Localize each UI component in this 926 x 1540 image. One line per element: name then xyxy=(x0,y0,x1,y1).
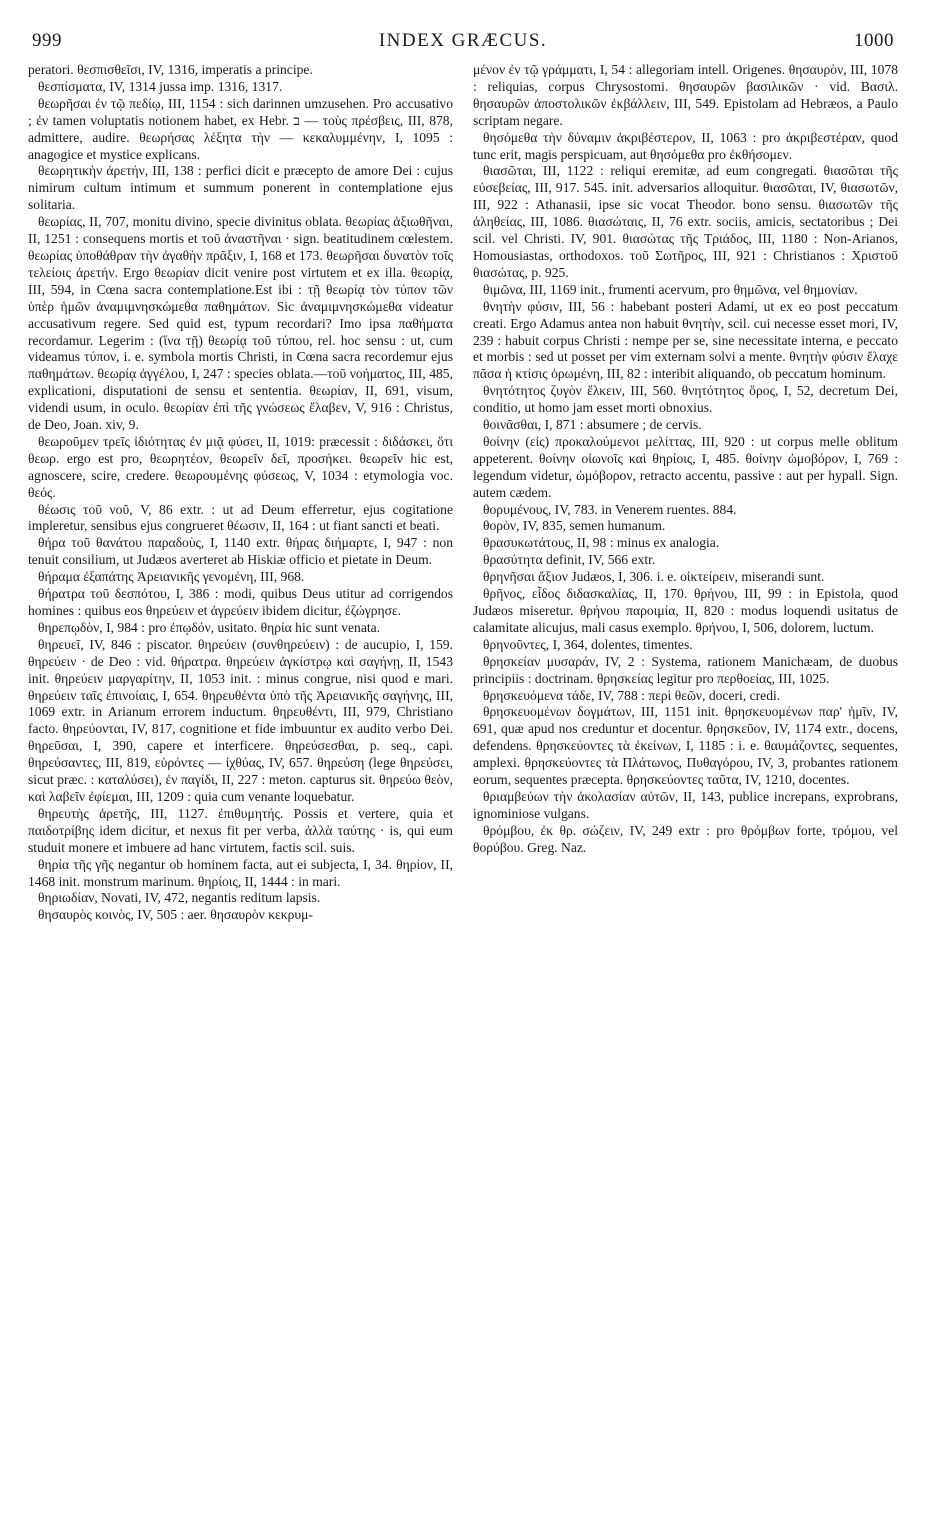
index-entry: θιασῶται, III, 1122 : reliqui eremitæ, ad eum congregati. θιασῶται τῆς εὐσεβείας, III, 917. 545. init. adversarios alloquitur. θιασῶται, IV, θιασωτῶν, III, 922 : Athanasii, ipse sic vocat Theodor. bono sensu. θιασωτῶν τῆς ἀληθείας, III, 1086. θιασώταις, II, 76 extr. sociis, amicis, sectatoribus ; Dei scil. vel Christi. IV, 901. θιασώτας τῆς Τριάδος, III, 1180 : Non-Arianos, Homousiastas, orthodoxos. τοῦ Σωτῆρος, III, 921 : Christianos : Χριστοῦ θιασώτας, p. 925. xyxy=(473,163,898,280)
index-entry: θησόμεθα τὴν δύναμιν ἀκριβέστερον, II, 1063 : pro ἀκριβεστέραν, quod tunc erit, magis perspicuam, aut θησόμεθα pro ἐκθήσομεν. xyxy=(473,129,898,162)
index-entry: θιμῶνα, III, 1169 init., frumenti acervum, pro θημῶνα, vel θημονίαν. xyxy=(483,281,858,297)
running-header xyxy=(28,30,898,58)
index-entry: θεωρίας, II, 707, monitu divino, specie divinitus oblata. θεωρίας ἀξιωθῆναι, II, 1251 : consequens mortis et τοῦ ἀναστῆναι · sign. beatitudinem cœlestem. θεωρίας ὑποθάθραν τὴν ἀγαθὴν πρᾶξιν, I, 168 et 173. θεωρῆσαι δυνατὸν τοῖς τελείοις ἀρετήν. Ergo θεωρίαν dicit venire post virtutem et ex illa. θεωρίᾳ, III, 594, in Cœna sacra contemplatione.Est ibi : τῇ θεωρίᾳ τὸν τύπον τῶν ὑπὲρ ἡμῶν ἀναμιμνησκώμεθα παθημάτων. Sic ἀναμιμνησκώμεθα videatur accusativum regere. Sed quid est, typum recordari? Imo ipsa παθήματα recordamur. Legerim : (ἵνα τῇ) θεωρίᾳ τοῦ τύπου, rel. hoc sensu : ut, cum videamus τύπον, i. e. symbola mortis Christi, in Cœna sacra recordemur ejus παθημάτων. θεωρίᾳ ἀγγέλου, I, 247 : species oblata.—τοῦ νοήματος, III, 485, explicationi, disputationi de sensu et sententia. θεωρίαν, II, 691, visum, videndi usum, in oculo. θεωρίαν ἐπὶ τῆς γνώσεως ἔλαβεν, V, 916 : Christus, de Deo, Joan. xiv, 9. xyxy=(28,214,453,433)
index-entry: θριαμβεύων τὴν ἀκολασίαν αὐτῶν, II, 143, publice increpans, exprobrans, ignominiose vulgans. xyxy=(473,788,898,821)
index-entry: θρηνοῦντες, I, 364, dolentes, timentes. xyxy=(483,636,693,652)
index-entry: θήρα τοῦ θανάτου παραδοὺς, I, 1140 extr. θήρας διήμαρτε, I, 947 : non tenuit consilium, ut Judæos averteret ab Hiskiæ officio et pietate in Deum. xyxy=(28,535,453,568)
index-entry: θορυμένους, IV, 783. in Venerem ruentes. 884. xyxy=(483,501,737,517)
index-entry: θρασύτητα definit, IV, 566 extr. xyxy=(483,552,656,568)
index-entry: θεωρῆσαι ἐν τῷ πεδίῳ, III, 1154 : sich darinnen umzusehen. Pro accusativo ; ἐν tamen voluptatis notionem habet, ex Hebr. ב — τοὺς πρέσβεις, III, 878, admittere, audire. θεωρήσας λέξητα τὴν — κεκαλυμμένην, I, 1095 : anagogice et mystice explicans. xyxy=(28,95,453,162)
index-entry: θέωσις τοῦ νοῦ, V, 86 extr. : ut ad Deum efferretur, ejus cogitatione impleretur, sensibus ejus congrueret θέωσιν, II, 164 : ut fiant sancti et beati. xyxy=(28,501,453,534)
index-entry: θρασυκωτάτους, II, 98 : minus ex analogia. xyxy=(483,535,720,551)
two-column-body xyxy=(28,62,898,924)
index-entry: θήραμα ἐξαπάτης Ἀρειανικῆς γενομένη, III, 968. xyxy=(38,569,305,585)
index-entry: θρησκευόμενα τάδε, IV, 788 : περὶ θεῶν, doceri, credi. xyxy=(483,687,781,703)
index-entry: θησαυρὸς κοινὸς, IV, 505 : aer. θησαυρὸν κεκρυμ- xyxy=(38,907,313,923)
right-column xyxy=(473,62,898,924)
index-entry: θήρατρα τοῦ δεσπότου, I, 386 : modi, quibus Deus utitur ad corrigendos homines : quibus eos θηρεύειν et ἀγρεύειν ibidem dicitur, ἐζώγρησε. xyxy=(28,586,453,618)
index-entry: θρησκευομένων δογμάτων, III, 1151 init. θρησκευομένων παρ' ἡμῖν, IV, 691, quæ apud nos creduntur et docentur. θρησκεῦον, IV, 1174 extr., docens, defendens. θρησκεύοντες τὰ ἐκείνων, I, 1185 : i. e. θαυμάζοντες, sequentes, amplexi. θρησκεύοντες τὰ Πλάτωνος, Πυθαγόρου, IV, 3, probantes rationem eorum, sequentes præcepta. θρησκεύοντες ταῦτα, IV, 1210, docentes. xyxy=(473,704,898,788)
index-entry: θηρία τῆς γῆς negantur ob hominem facta, aut ei subjecta, I, 34. θηρίον, II, 1468 init. monstrum marinum. θηρίοις, II, 1444 : in mari. xyxy=(28,856,453,889)
index-entry: θοίνην (εἰς) προκαλούμενοι μελίττας, III, 920 : ut corpus melle oblitum appeterent. θοίνην οἰωνοῖς καὶ θηρίοις, I, 485. θοίνην ὠμοβόρον, I, 769 : legendum videtur, ὠμόβορον, retracto accentu, passive : aut per hypall. Sign. autem cædem. xyxy=(473,433,898,500)
page-number-left: 999 xyxy=(32,30,62,51)
running-title: INDEX GRÆCUS. xyxy=(378,30,548,51)
index-entry: θηρευεῖ, IV, 846 : piscator. θηρεύειν (συνθηρεύειν) : de aucupio, I, 159. θηρεύειν · de Deo : vid. θήρατρα. θηρεύειν ἀγκίστρῳ καὶ σαγήνῃ, II, 1543 init. θηρεύειν μαργαρίτην, II, 1053 init. : minus congrue, nisi quod e mari. θηρεύειν ταῖς ἐπινοίαις, I, 654. θηρευθέντα ὑπὸ τῆς Ἀρειανικῆς σαγήνης, III, 1069 extr. in Arianum errorem inductum. θηρευθέντι, III, 979, Christiano facto. θηρεύονται, IV, 817, cognitione et fide imbuuntur ex audito verbo Dei. θηρεῦσαι, I, 390, capere et interficere. θηρεύσεσθαι, p. seq., capi. θηρεύσαντες, III, 819, εὑρόντες — ἰχθύας, IV, 657. θηρεύση (lege θηρεύσει, sicut præc. : καταλύσει), ἐν παγίδι, II, 227 : meton. capturus sit. θηρεύω θεὸν, καὶ λαβεῖν ἐφίεμαι, III, 1209 : quia cum venante loquebatur. xyxy=(28,636,453,804)
index-entry: θεωρητικὴν ἀρετήν, III, 138 : perfici dicit e præcepto de amore Dei : cujus nimirum cultum intimum et summum ponerent in contemplatione ejus solitaria. xyxy=(28,163,453,213)
index-entry: θρησκείαν μυσαράν, IV, 2 : Systema, rationem Manichæam, de duobus principiis : doctrinam. θρησκείας legitur pro περθοείας, III, 1025. xyxy=(473,653,898,686)
index-entry: θηρεπῳδὸν, I, 984 : pro ἐπῳδόν, usitato. θηρία hic sunt venata. xyxy=(38,619,381,635)
index-entry: θρόμβου, ἐκ θρ. σώζειν, IV, 249 extr : pro θρόμβων forte, τρόμου, vel θορύβου. Greg. Naz. xyxy=(473,822,898,855)
index-entry: θρηνῆσαι ἄξιον Judæos, I, 306. i. e. οἰκτείρειν, miserandi sunt. xyxy=(483,569,825,585)
index-entry: θνητότητος ζυγὸν ἕλκειν, III, 560. θνητότητος ὅρος, I, 52, decretum Dei, conditio, ut homo jam esset morti obnoxius. xyxy=(473,383,898,416)
index-entry: peratori. θεσπισθεῖσι, IV, 1316, imperatis a principe. xyxy=(28,62,313,77)
left-column xyxy=(28,62,453,924)
index-entry: θηριωδίαν, Novati, IV, 472, negantis reditum lapsis. xyxy=(38,890,321,906)
index-entry: θηρευτὴς ἀρετῆς, III, 1127. ἐπιθυμητής. Possis et vertere, quia et παιδοτρίβης idem dicitur, et nexus fit per verba, ἀλλὰ ταύτης · is, qui eum studuit monere et imbuere ad hanc virtutem, factis scil. suis. xyxy=(28,805,453,855)
index-entry: θρῆνος, εἶδος διδασκαλίας, II, 170. θρήνου, III, 99 : in Epistola, quod Judæos miseretur. θρήνου παροιμία, II, 820 : modus loquendi usitatus de calamitate alicujus, mali casus exemplo. θρήνου, I, 506, dolorem, luctum. xyxy=(473,586,898,635)
index-entry: θορὸν, IV, 835, semen humanum. xyxy=(483,518,666,534)
index-entry: θνητὴν φύσιν, III, 56 : habebant posteri Adami, ut ex eo post peccatum creati. Ergo Adamus antea non habuit θνητὴν, scil. cui necesse esset mori, IV, 239 : habuit corpus Christi : nempe per se, sine necessitate interna, e peccato et morbis : sed ut posset per vim externam solvi a mente. θνητὴν φύσιν ἔλαχε πᾶσα ἡ κτίσις ὁρωμένη, III, 82 : interibit aliquando, ob peccatum hominum. xyxy=(473,298,898,382)
index-entry: θοινᾶσθαι, I, 871 : absumere ; de cervis. xyxy=(483,417,702,433)
index-entry: θεωροῦμεν τρεῖς ἰδιότητας ἐν μιᾷ φύσει, II, 1019: præcessit : διδάσκει, ὅτι θεωρ. ergo est pro, θεωρητέον, θεωρεῖν δεῖ, προσήκει. θεωρεῖν hic est, agnoscere, scire, credere. θεωρουμένης φύσεως, V, 1034 : etymologia voc. θεός. xyxy=(28,433,453,500)
index-entry: θεσπίσματα, IV, 1314 jussa imp. 1316, 1317. xyxy=(38,78,283,94)
page-number-right: 1000 xyxy=(854,30,894,51)
index-entry: μένον ἐν τῷ γράμματι, I, 54 : allegoriam intell. Origenes. θησαυρὸν, III, 1078 : reliquias, corpus Chrysostomi. θησαυρῶν βασιλικῶν · vid. Βασιλ. θησαυρῶν ἀποστολικῶν ἐκβάλλειν, III, 549. Epistolam ad Hebræos, a Paulo scriptam negare. xyxy=(473,62,898,128)
